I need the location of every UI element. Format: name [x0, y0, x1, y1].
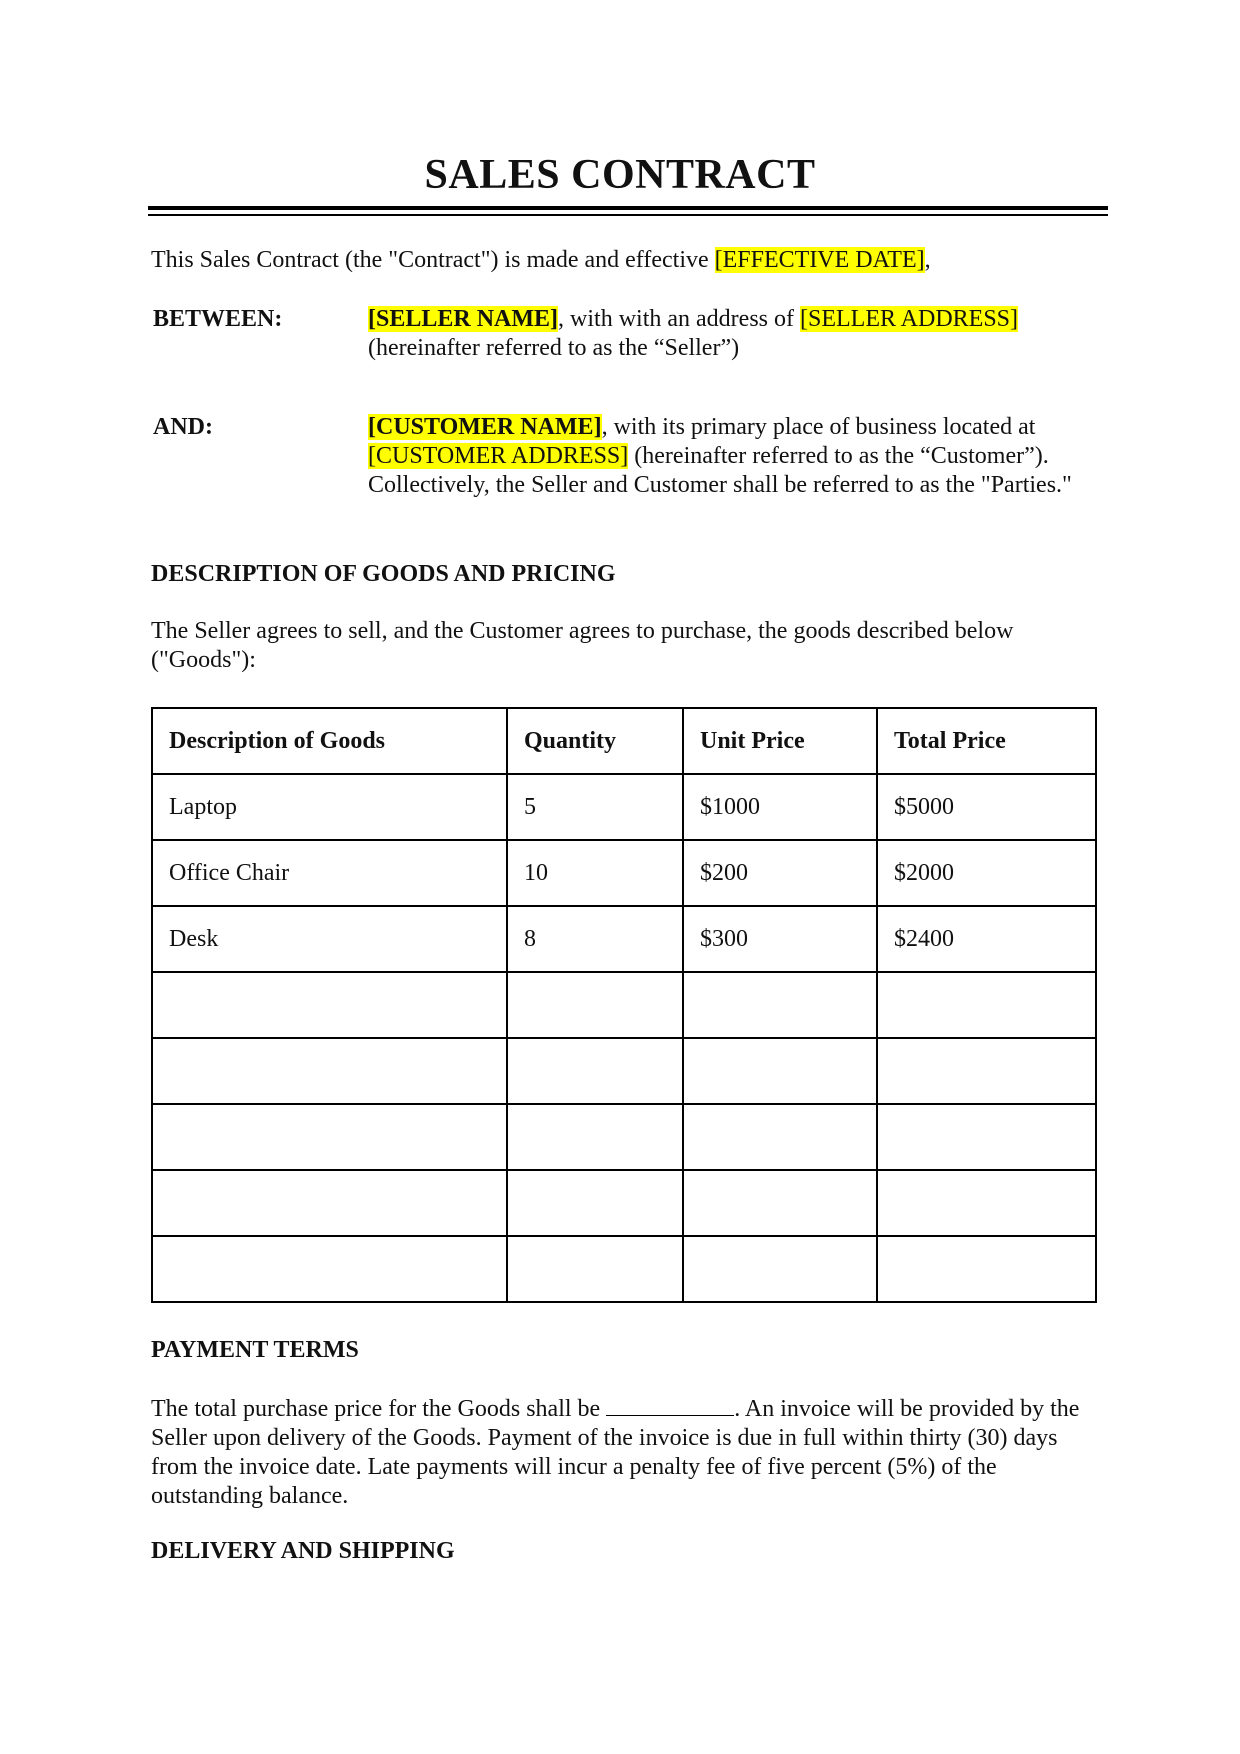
table-cell: $2400 [877, 906, 1096, 972]
table-cell [507, 1104, 683, 1170]
table-row [152, 840, 1096, 906]
intro-text: This Sales Contract (the "Contract") is made and effective [151, 247, 715, 273]
table-cell [152, 1104, 507, 1170]
table-cell [877, 972, 1096, 1038]
table-cell [683, 1104, 877, 1170]
goods-table [151, 707, 1097, 1303]
table-cell [683, 1038, 877, 1104]
column-header-total-price: Total Price [877, 708, 1096, 774]
intro-end: , [924, 247, 931, 273]
table-cell: Office Chair [152, 840, 507, 906]
table-cell [152, 1170, 507, 1236]
goods-intro: The Seller agrees to sell, and the Customer agrees to purchase, the goods described below ("Goods"): [151, 618, 1014, 673]
table-cell [683, 1170, 877, 1236]
customer-address-placeholder: [CUSTOMER ADDRESS] [368, 443, 629, 469]
between-label: BETWEEN: [153, 306, 283, 332]
table-cell [152, 1038, 507, 1104]
seller-name-placeholder: [SELLER NAME] [368, 306, 559, 332]
table-row [152, 1038, 1096, 1104]
table-cell [877, 1236, 1096, 1302]
column-header-description: Description of Goods [152, 708, 507, 774]
customer-tail-text: (hereinafter referred to as the “Customer”). Collectively, the Seller and Customer shall be referred to as the "Parties." [368, 443, 1072, 498]
effective-date-placeholder: [EFFECTIVE DATE] [714, 247, 925, 273]
table-cell [152, 1236, 507, 1302]
table-row [152, 1170, 1096, 1236]
table-cell: $5000 [877, 774, 1096, 840]
table-cell: Desk [152, 906, 507, 972]
customer-name-placeholder: [CUSTOMER NAME] [368, 414, 602, 440]
goods-heading: DESCRIPTION OF GOODS AND PRICING [151, 561, 616, 587]
total-price-blank-field[interactable] [606, 1393, 734, 1416]
payment-heading: PAYMENT TERMS [151, 1337, 359, 1363]
seller-tail-text: (hereinafter referred to as the “Seller”) [368, 335, 740, 361]
table-row [152, 1236, 1096, 1302]
table-cell [877, 1038, 1096, 1104]
column-header-quantity: Quantity [507, 708, 683, 774]
payment-paragraph [151, 1393, 1086, 1511]
table-cell: Laptop [152, 774, 507, 840]
table-row [152, 906, 1096, 972]
table-header-row [152, 708, 1096, 774]
table-cell [152, 972, 507, 1038]
column-header-unit-price: Unit Price [683, 708, 877, 774]
title-rule-thick [148, 206, 1108, 210]
table-cell [877, 1170, 1096, 1236]
delivery-heading: DELIVERY AND SHIPPING [151, 1538, 455, 1564]
table-cell [507, 1038, 683, 1104]
table-row [152, 774, 1096, 840]
table-cell: 8 [507, 906, 683, 972]
document-title: SALES CONTRACT [424, 152, 816, 198]
table-cell: $2000 [877, 840, 1096, 906]
customer-block [368, 413, 1098, 500]
payment-text-after: . An invoice will be provided by the Seller upon delivery of the Goods. Payment of the invoice is due in full within thirty (30) days from the invoice date. Late payments will incur a penalty fee of five percent (5%) of the outstanding balance. [151, 1396, 1080, 1509]
table-cell [683, 972, 877, 1038]
seller-address-placeholder: [SELLER ADDRESS] [800, 306, 1019, 332]
title-rule-thin [148, 214, 1108, 216]
table-cell [507, 1236, 683, 1302]
intro-paragraph [151, 246, 931, 275]
table-cell: $200 [683, 840, 877, 906]
table-cell [683, 1236, 877, 1302]
customer-mid-text: , with its primary place of business located at [601, 414, 1036, 440]
table-row [152, 972, 1096, 1038]
table-row [152, 1104, 1096, 1170]
table-cell: $300 [683, 906, 877, 972]
seller-block [368, 305, 1098, 363]
seller-mid-text: , with with an address of [558, 306, 800, 332]
table-cell: $1000 [683, 774, 877, 840]
table-cell [877, 1104, 1096, 1170]
payment-text-before: The total purchase price for the Goods shall be [151, 1396, 607, 1422]
table-cell: 10 [507, 840, 683, 906]
table-cell [507, 1170, 683, 1236]
and-label: AND: [153, 414, 213, 440]
table-cell: 5 [507, 774, 683, 840]
table-cell [507, 972, 683, 1038]
